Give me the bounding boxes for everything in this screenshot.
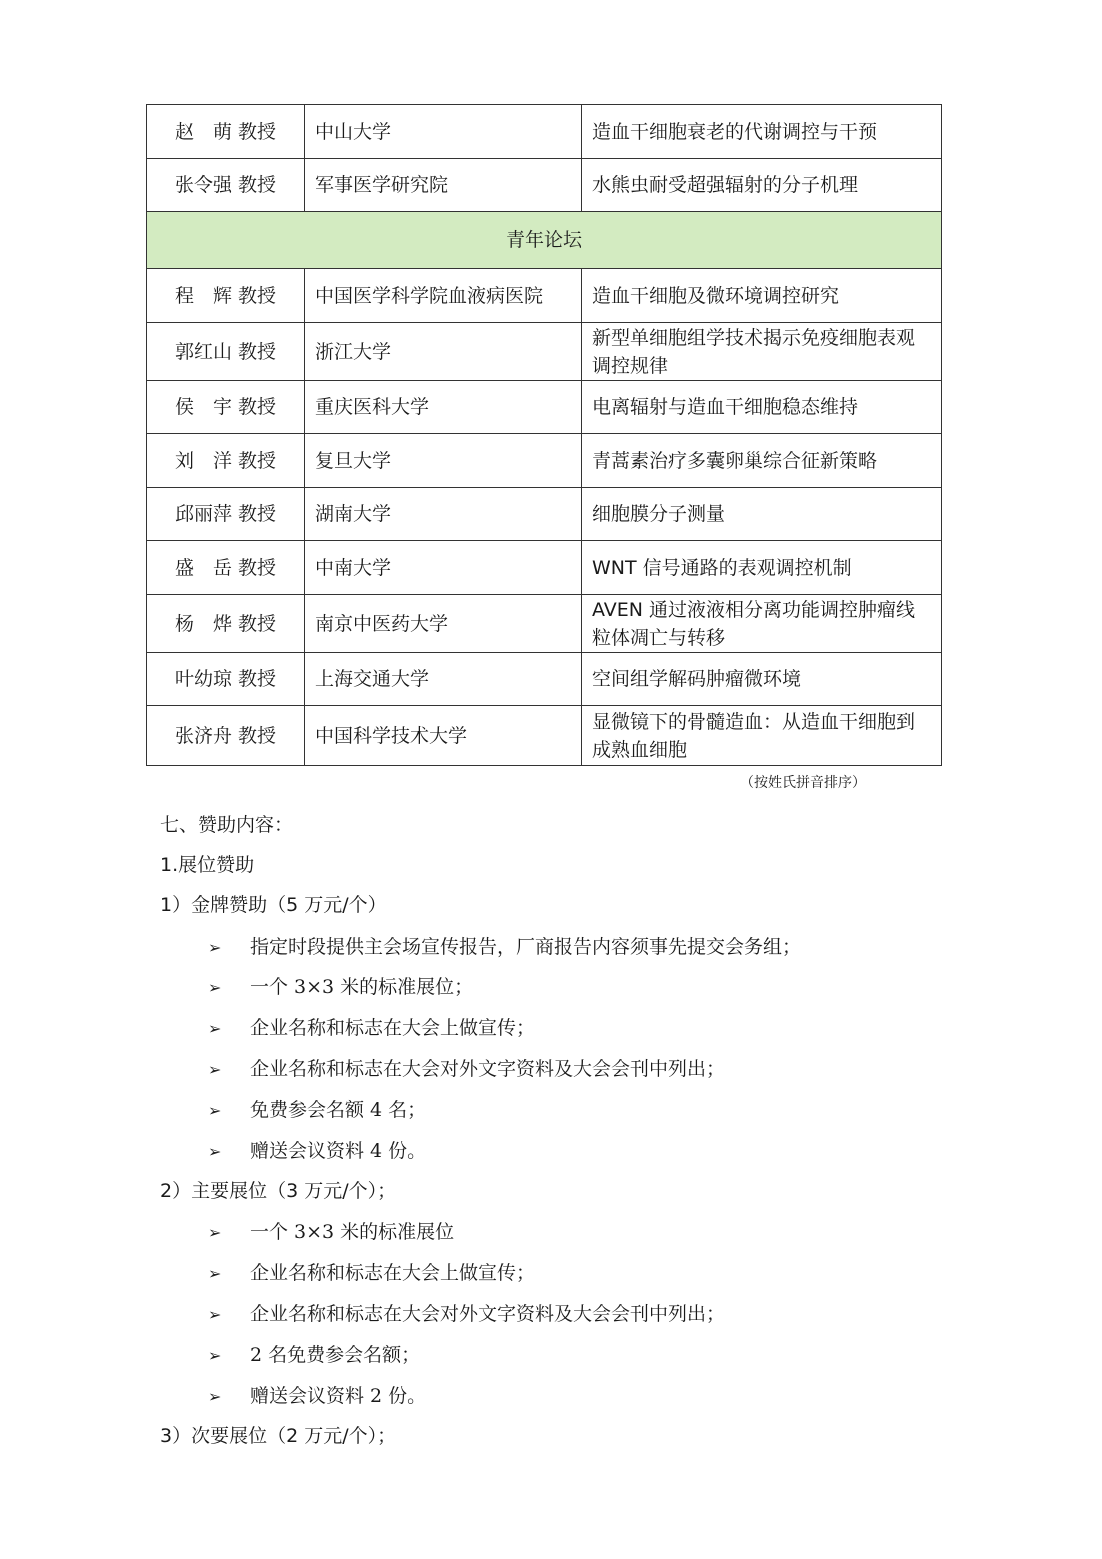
speaker-name: 邱丽萍 教授 bbox=[147, 488, 305, 541]
speaker-affiliation: 中南大学 bbox=[305, 541, 582, 595]
list-item: ➢ 一个 3×3 米的标准展位 bbox=[208, 1221, 455, 1243]
arrowhead-bullet-icon: ➢ bbox=[208, 1142, 222, 1161]
speaker-affiliation: 浙江大学 bbox=[305, 323, 582, 381]
sort-note: （按姓氏拼音排序） bbox=[740, 775, 866, 791]
speaker-affiliation: 中国医学科学院血液病医院 bbox=[305, 269, 582, 323]
speaker-affiliation: 中国科学技术大学 bbox=[305, 706, 582, 766]
table-row bbox=[147, 434, 942, 488]
speaker-affiliation: 南京中医药大学 bbox=[305, 595, 582, 653]
speaker-name: 叶幼琼 教授 bbox=[147, 653, 305, 706]
speaker-affiliation: 重庆医科大学 bbox=[305, 381, 582, 434]
arrowhead-bullet-icon: ➢ bbox=[208, 1223, 222, 1242]
list-item: ➢ 2 名免费参会名额； bbox=[208, 1344, 421, 1366]
table-row bbox=[147, 159, 942, 212]
speaker-topic: 青蒿素治疗多囊卵巢综合征新策略 bbox=[582, 434, 942, 488]
speaker-name: 张令强 教授 bbox=[147, 159, 305, 212]
table-row bbox=[147, 105, 942, 159]
gold-sponsor-title: 1）金牌赞助（5 万元/个） bbox=[160, 894, 387, 916]
arrowhead-bullet-icon: ➢ bbox=[208, 938, 222, 957]
table-row bbox=[147, 541, 942, 595]
speaker-affiliation: 上海交通大学 bbox=[305, 653, 582, 706]
section-heading: 七、赞助内容： bbox=[160, 814, 294, 836]
speaker-topic: 新型单细胞组学技术揭示免疫细胞表观调控规律 bbox=[582, 323, 942, 381]
section-title: 青年论坛 bbox=[147, 212, 942, 269]
speaker-name: 刘 洋 教授 bbox=[147, 434, 305, 488]
speaker-affiliation: 军事医学研究院 bbox=[305, 159, 582, 212]
secondary-booth-title: 3）次要展位（2 万元/个）； bbox=[160, 1425, 397, 1447]
speaker-affiliation: 中山大学 bbox=[305, 105, 582, 159]
speaker-name: 盛 岳 教授 bbox=[147, 541, 305, 595]
list-item: ➢ 赠送会议资料 2 份。 bbox=[208, 1385, 427, 1407]
speaker-topic: 电离辐射与造血干细胞稳态维持 bbox=[582, 381, 942, 434]
speaker-table bbox=[146, 104, 942, 766]
arrowhead-bullet-icon: ➢ bbox=[208, 1264, 222, 1283]
speaker-topic: 水熊虫耐受超强辐射的分子机理 bbox=[582, 159, 942, 212]
list-item: ➢ 赠送会议资料 4 份。 bbox=[208, 1140, 427, 1162]
speaker-topic: 空间组学解码肿瘤微环境 bbox=[582, 653, 942, 706]
speaker-affiliation: 复旦大学 bbox=[305, 434, 582, 488]
speaker-topic: 细胞膜分子测量 bbox=[582, 488, 942, 541]
speaker-topic: 造血干细胞衰老的代谢调控与干预 bbox=[582, 105, 942, 159]
speaker-name: 郭红山 教授 bbox=[147, 323, 305, 381]
arrowhead-bullet-icon: ➢ bbox=[208, 1019, 222, 1038]
speaker-name: 程 辉 教授 bbox=[147, 269, 305, 323]
table-row bbox=[147, 381, 942, 434]
table-row bbox=[147, 706, 942, 766]
speaker-name: 侯 宇 教授 bbox=[147, 381, 305, 434]
arrowhead-bullet-icon: ➢ bbox=[208, 1305, 222, 1324]
speaker-topic: 显微镜下的骨髓造血：从造血干细胞到成熟血细胞 bbox=[582, 706, 942, 766]
table-row bbox=[147, 595, 942, 653]
speaker-affiliation: 湖南大学 bbox=[305, 488, 582, 541]
table-row bbox=[147, 653, 942, 706]
list-item: ➢ 企业名称和标志在大会上做宣传； bbox=[208, 1017, 536, 1039]
list-item: ➢ 免费参会名额 4 名； bbox=[208, 1099, 427, 1121]
subsection-heading: 1.展位赞助 bbox=[160, 854, 255, 876]
arrowhead-bullet-icon: ➢ bbox=[208, 1060, 222, 1079]
list-item: ➢ 企业名称和标志在大会对外文字资料及大会会刊中列出； bbox=[208, 1303, 726, 1325]
arrowhead-bullet-icon: ➢ bbox=[208, 1346, 222, 1365]
speaker-name: 赵 萌 教授 bbox=[147, 105, 305, 159]
speaker-name: 杨 烨 教授 bbox=[147, 595, 305, 653]
main-booth-title: 2）主要展位（3 万元/个）； bbox=[160, 1180, 397, 1202]
table-row bbox=[147, 269, 942, 323]
table-row bbox=[147, 323, 942, 381]
speaker-topic: AVEN 通过液液相分离功能调控肿瘤线粒体凋亡与转移 bbox=[582, 595, 942, 653]
arrowhead-bullet-icon: ➢ bbox=[208, 1387, 222, 1406]
list-item: ➢ 指定时段提供主会场宣传报告，厂商报告内容须事先提交会务组； bbox=[208, 936, 802, 958]
arrowhead-bullet-icon: ➢ bbox=[208, 1101, 222, 1120]
speaker-topic: 造血干细胞及微环境调控研究 bbox=[582, 269, 942, 323]
list-item: ➢ 一个 3×3 米的标准展位； bbox=[208, 976, 474, 998]
list-item: ➢ 企业名称和标志在大会对外文字资料及大会会刊中列出； bbox=[208, 1058, 726, 1080]
speaker-topic: WNT 信号通路的表观调控机制 bbox=[582, 541, 942, 595]
speaker-name: 张济舟 教授 bbox=[147, 706, 305, 766]
table-row bbox=[147, 488, 942, 541]
arrowhead-bullet-icon: ➢ bbox=[208, 978, 222, 997]
section-row bbox=[147, 212, 942, 269]
list-item: ➢ 企业名称和标志在大会上做宣传； bbox=[208, 1262, 536, 1284]
